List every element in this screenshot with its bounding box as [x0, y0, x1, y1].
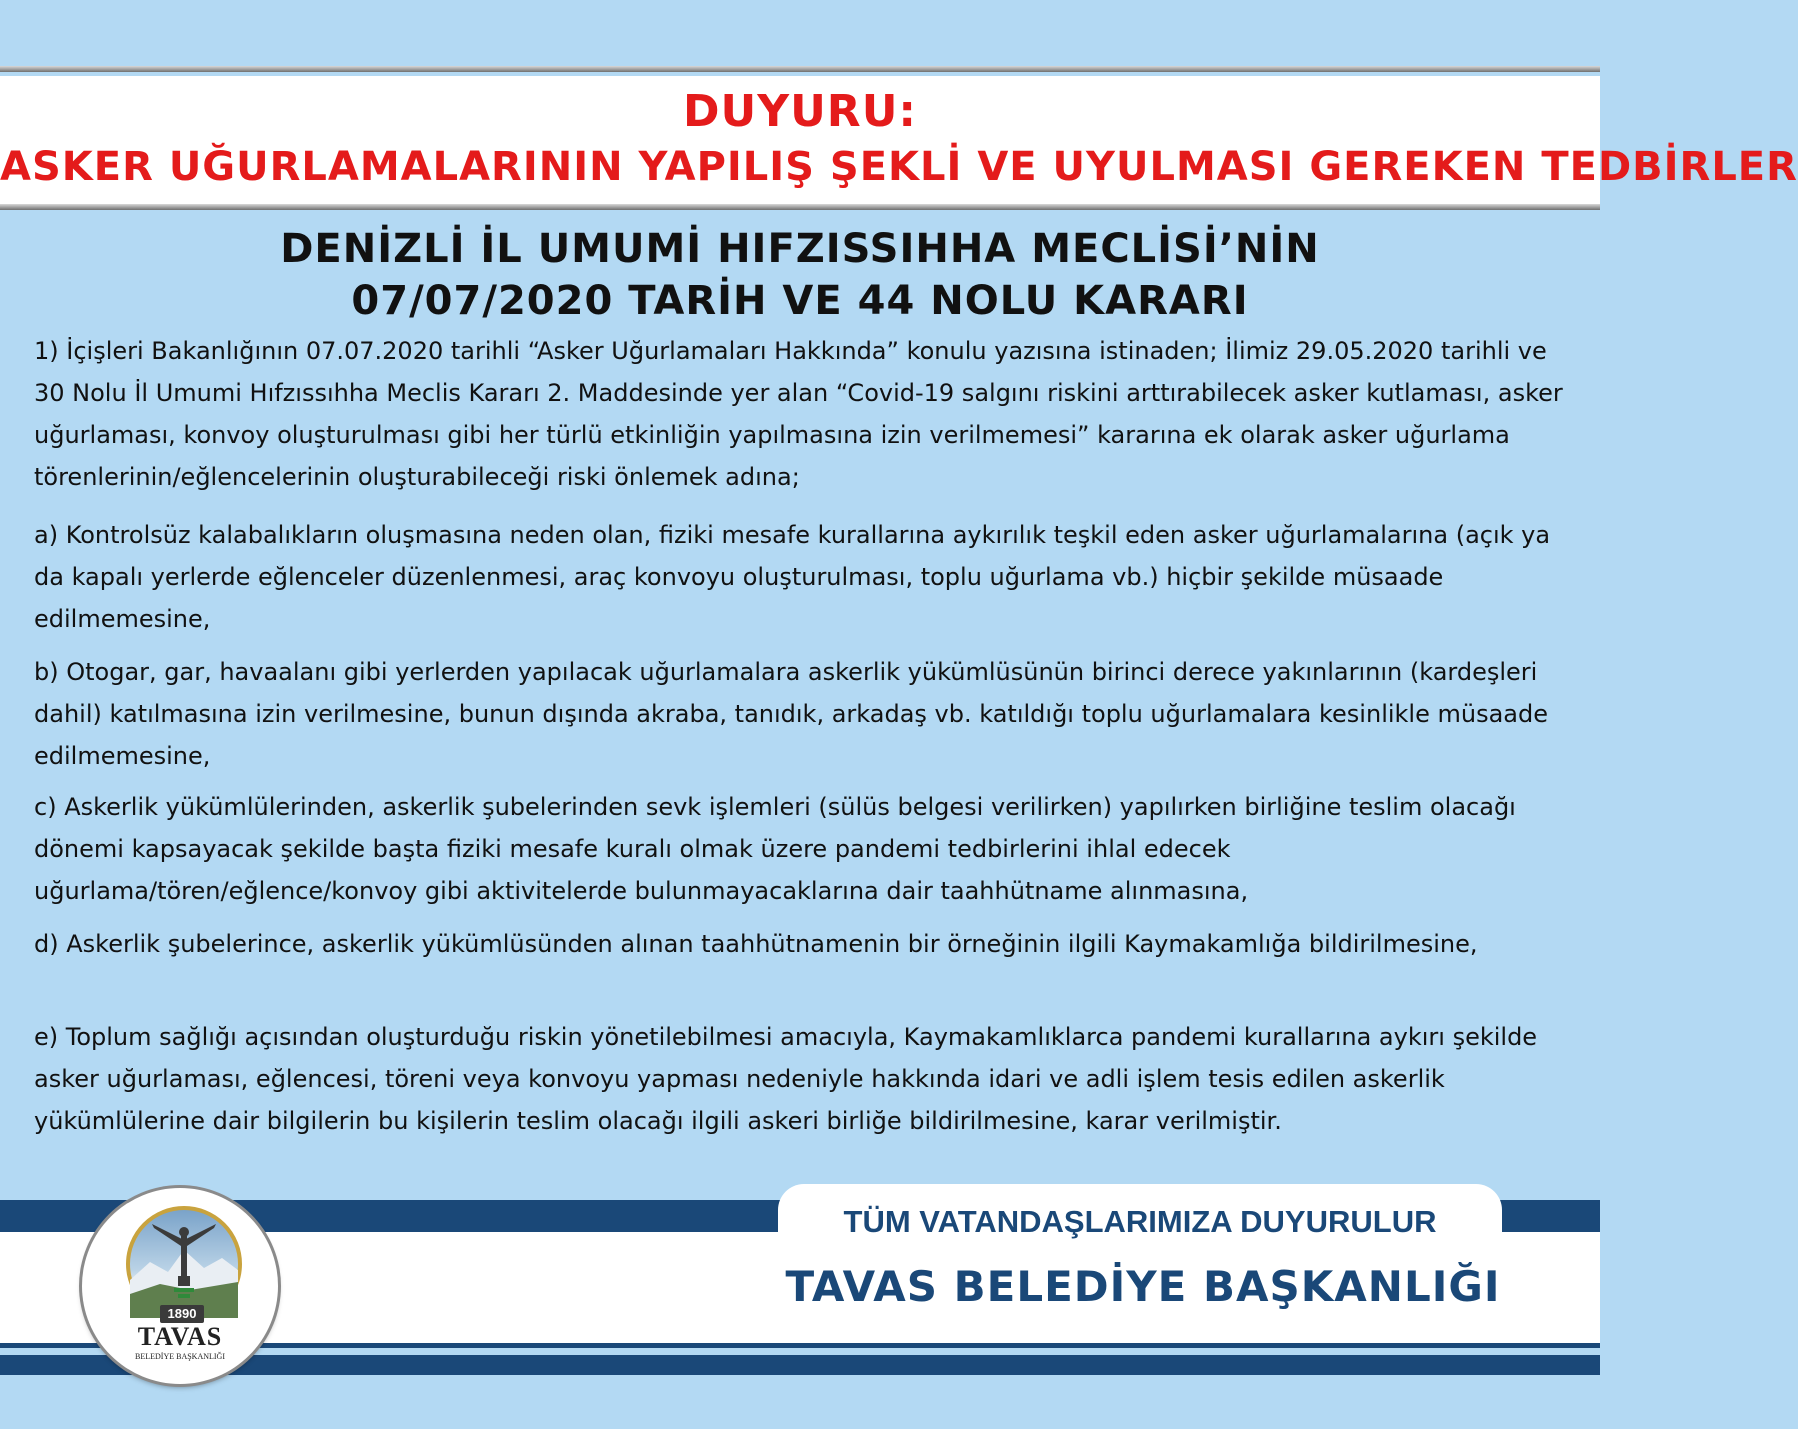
- decree-heading-line2: 07/07/2020 TARİH VE 44 NOLU KARARI: [351, 278, 1249, 324]
- paragraph-item-d: d) Askerlik şubelerince, askerlik yükümlüsünden alınan taahhütnamenin bir örneğinin ilgili Kaymakamlığa bildirilmesine,: [34, 930, 1478, 958]
- announcement-subtitle: ASKER UĞURLAMALARININ YAPILIŞ ŞEKLİ VE UYULMASI GEREKEN TEDBİRLER: [0, 144, 1798, 190]
- logo-name: TAVAS: [137, 1322, 223, 1351]
- header-top-divider: [0, 66, 1600, 72]
- paragraph-item-b: b) Otogar, gar, havaalanı gibi yerlerden yapılacak uğurlamalara askerlik yükümlüsünün birinci derece yakınlarının (kardeşleri dahil) katılmasına izin verilmesine, bunun dışında akraba, tanıdık, arkadaş vb. katıldığı toplu uğurlamalara kesinlikle müsaade edilmemesine,: [34, 658, 1548, 770]
- public-notice-text: TÜM VATANDAŞLARIMIZA DUYURULUR: [843, 1204, 1437, 1239]
- organization-name: TAVAS BELEDİYE BAŞKANLIĞI: [785, 1262, 1501, 1311]
- paragraph-item-c: c) Askerlik yükümlülerinden, askerlik şubelerinden sevk işlemleri (sülüs belgesi verilirken) yapılırken birliğine teslim olacağı dönemi kapsayacak şekilde başta fiziki mesafe kuralı olmak üzere pandemi tedbirlerini ihlal edecek uğurlama/tören/eğlence/konvoy gibi aktivitelerde bulunmayacaklarına dair taahhütname alınmasına,: [34, 793, 1516, 905]
- logo-year-badge: 1890: [160, 1305, 204, 1323]
- announcement-title: DUYURU:: [682, 86, 918, 137]
- header-bottom-divider: [0, 204, 1600, 210]
- paragraph-item-e: e) Toplum sağlığı açısından oluşturduğu riskin yönetilebilmesi amacıyla, Kaymakamlıklarca pandemi kurallarına aykırı şekilde asker uğurlaması, eğlencesi, töreni veya konvoyu yapması nedeniyle hakkında idari ve adli işlem tesis edilen askerlik yükümlülerine dair bilgilerin bu kişilerin teslim olacağı ilgili askeri birliğe bildirilmesine, karar verilmiştir.: [34, 1023, 1538, 1135]
- decree-heading-line1: DENİZLİ İL UMUMİ HIFZISSIHHA MECLİSİ’NİN: [280, 226, 1320, 272]
- paragraph-item-a: a) Kontrolsüz kalabalıkların oluşmasına neden olan, fiziki mesafe kurallarına aykırılık teşkil eden asker uğurlamalarına (açık ya da kapalı yerlerde eğlenceler düzenlenmesi, araç konvoyu oluşturulması, toplu uğurlama vb.) hiçbir şekilde müsaade edilmemesine,: [34, 521, 1551, 633]
- paragraph-intro: 1) İçişleri Bakanlığının 07.07.2020 tarihli “Asker Uğurlamaları Hakkında” konulu yazısına istinaden; İlimiz 29.05.2020 tarihli ve 30 Nolu İl Umumi Hıfzıssıhha Meclis Kararı 2. Maddesinde yer alan “Covid-19 salgını riskini arttırabilecek asker kutlaması, asker uğurlaması, konvoy oluşturulması gibi her türlü etkinliğin yapılmasına izin verilmemesi” kararına ek olarak asker uğurlama törenlerinin/eğlencelerinin oluşturabileceği riski önlemek adına;: [34, 337, 1563, 491]
- logo-subtitle: BELEDİYE BAŞKANLIĞI: [135, 1352, 225, 1361]
